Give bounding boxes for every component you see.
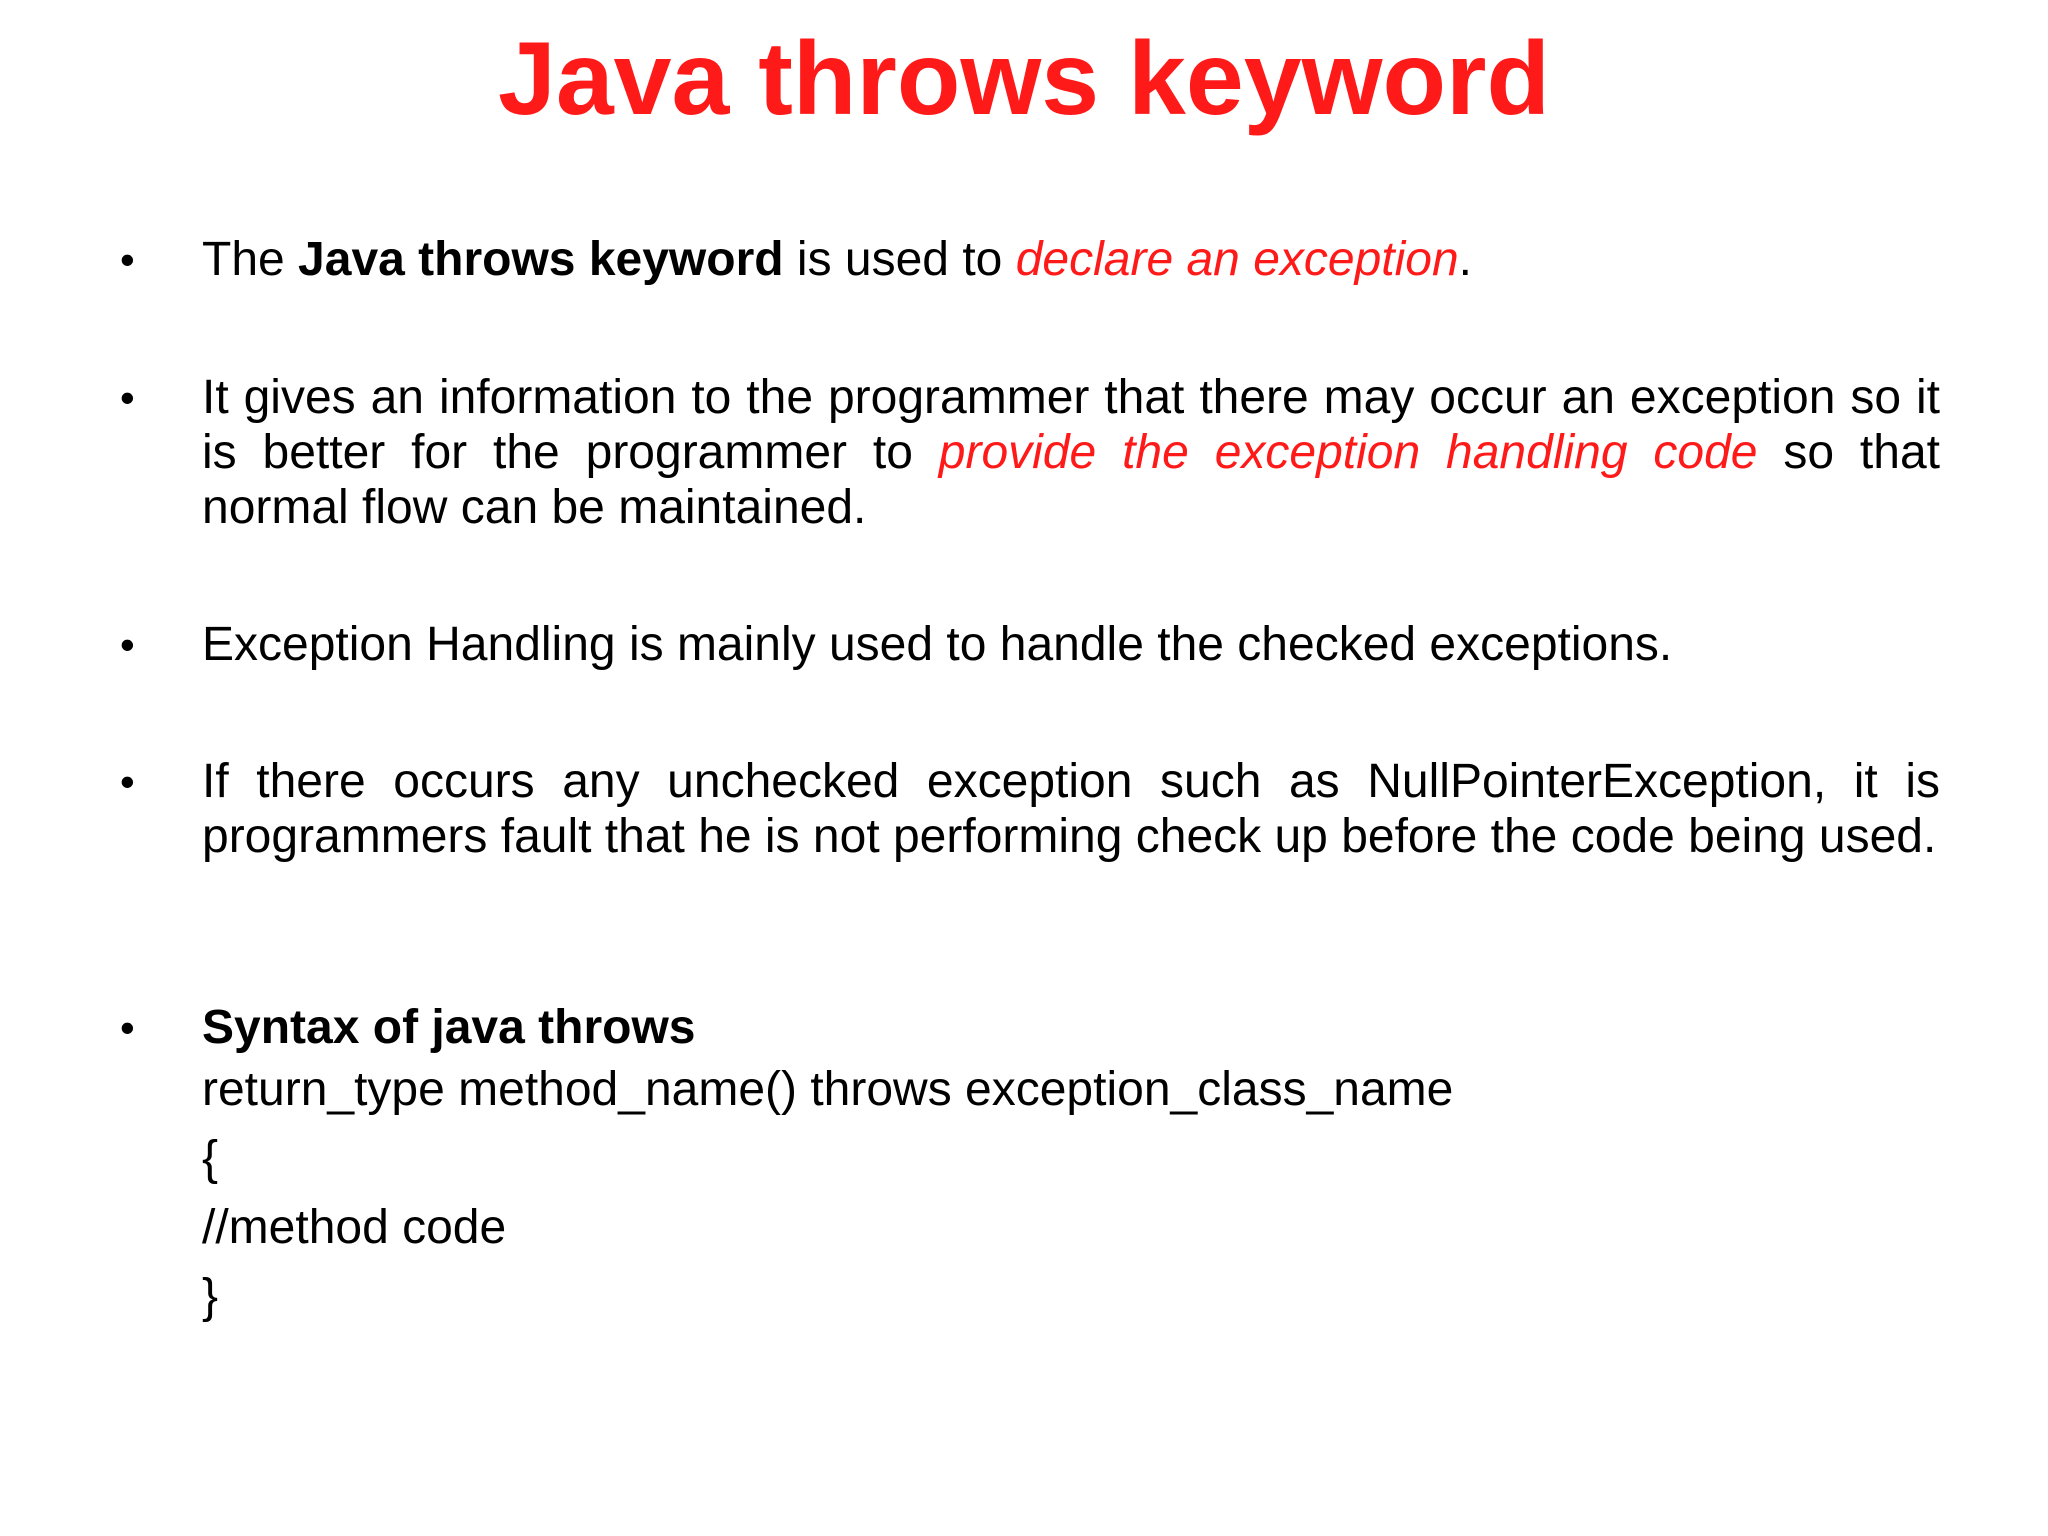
bullet-dot-icon: •	[120, 621, 135, 668]
bullet-dot-icon: •	[120, 758, 135, 805]
syntax-code-line: //method code	[202, 1201, 507, 1254]
bullet-item-5	[120, 1000, 1940, 1331]
bullet-text-plain: is used to	[783, 233, 1016, 286]
bullet-text-plain: It gives an information to the programmer that there may occur an exception so it is better for the programmer to	[202, 371, 1940, 479]
bullet-text-emphasis: provide the exception handling code	[938, 426, 1758, 479]
bullet-text	[202, 232, 1940, 287]
syntax-heading: Syntax of java throws	[202, 1001, 696, 1054]
bullet-text: Exception Handling is mainly used to handle the checked exceptions.	[202, 618, 1673, 671]
syntax-code-line: }	[202, 1270, 219, 1323]
syntax-code-line: {	[202, 1132, 219, 1185]
bullet-dot-icon: •	[120, 236, 135, 283]
bullet-dot-icon: •	[120, 374, 135, 421]
bullet-text: If there occurs any unchecked exception such as NullPointerException, it is programmers fault that he is not performing check up before the code being used.	[202, 755, 1940, 863]
slide-title: Java throws keyword	[498, 21, 1550, 137]
bullet-text-bold: Java throws keyword	[298, 233, 784, 286]
bullet-text-emphasis: declare an exception	[1015, 233, 1459, 286]
bullet-text-plain: .	[1458, 233, 1473, 286]
bullet-text	[202, 370, 1940, 535]
bullet-text-plain: The	[202, 233, 299, 286]
bullet-item-4	[120, 754, 1940, 864]
bullet-dot-icon: •	[120, 1004, 135, 1051]
syntax-code-line: return_type method_name() throws exception_class_name	[202, 1063, 1454, 1116]
bullet-item-3	[120, 617, 1940, 672]
bullet-text-plain: so that normal flow can be maintained.	[202, 426, 1940, 534]
bullet-item-2	[120, 370, 1940, 535]
bullet-text	[202, 1000, 1940, 1331]
bullet-item-1	[120, 232, 1940, 287]
